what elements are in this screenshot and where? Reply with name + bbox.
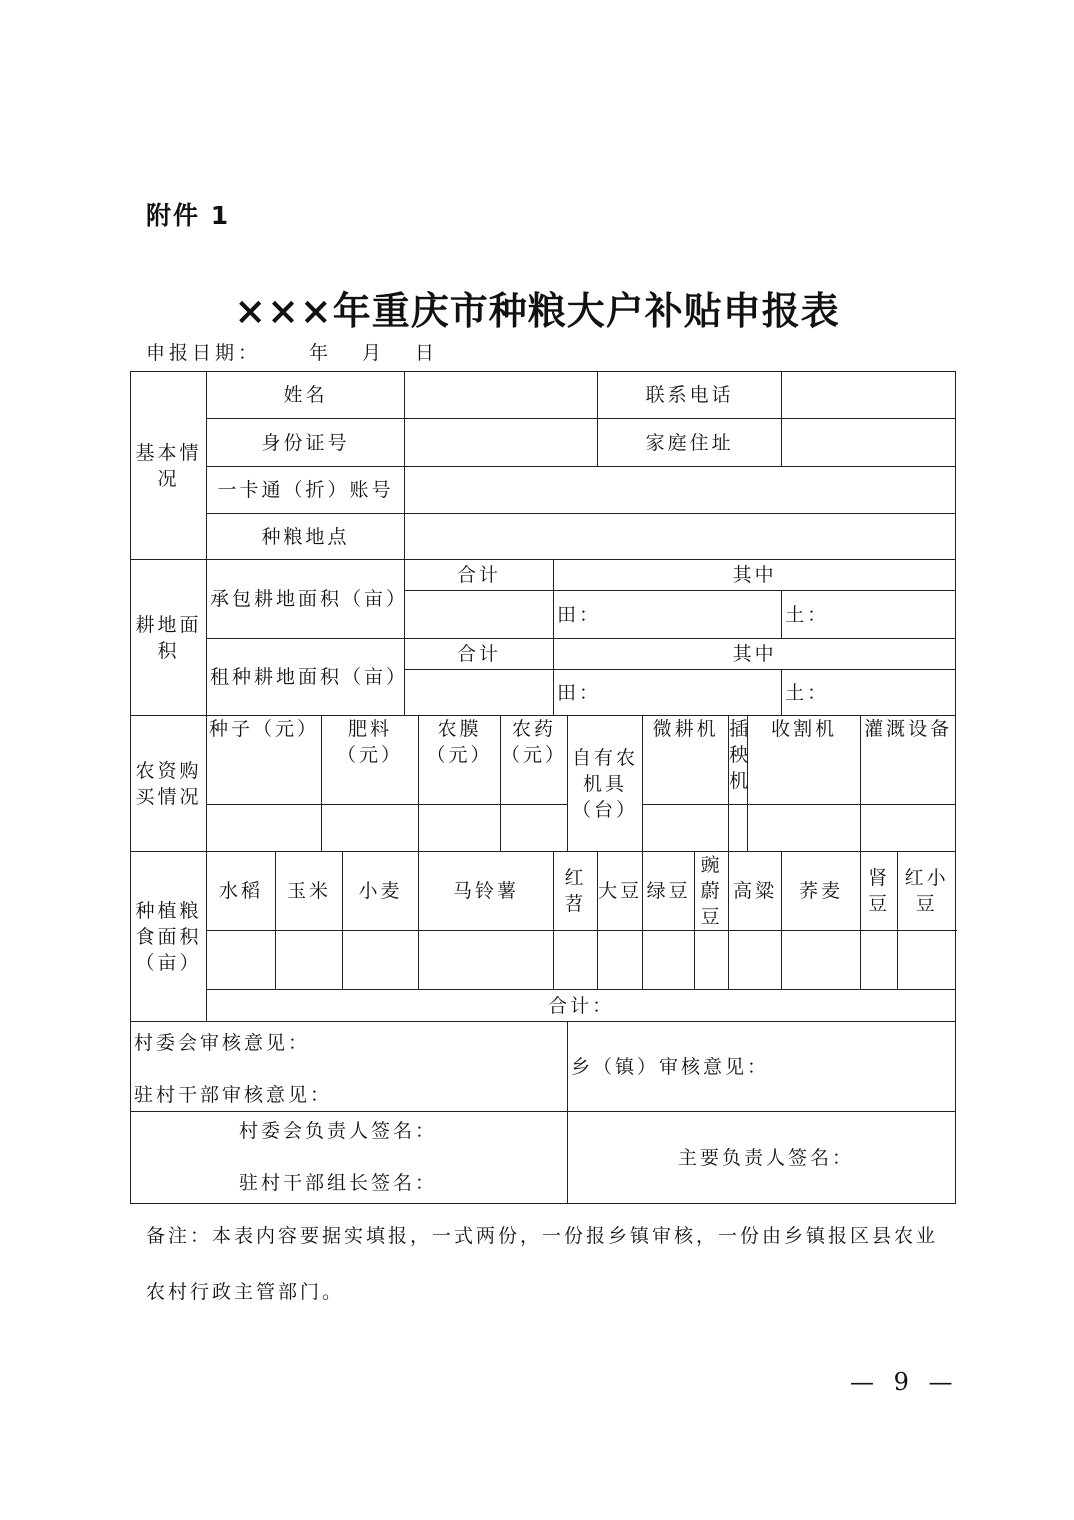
crop-area-field[interactable] <box>643 931 695 990</box>
own-machine-label: 自有农机具（台） <box>568 716 643 852</box>
contract-soil-area[interactable]: 土： <box>782 591 956 639</box>
application-date <box>146 338 438 365</box>
irrigation-label: 灌溉设备 <box>861 716 956 805</box>
cadre-review-label: 驻村干部审核意见： <box>134 1084 333 1106</box>
tiller-field[interactable] <box>643 805 729 852</box>
name-label: 姓名 <box>207 372 405 419</box>
account-label: 一卡通（折）账号 <box>207 467 405 514</box>
id-number-label: 身份证号 <box>207 419 405 467</box>
harvester-field[interactable] <box>748 805 861 852</box>
address-field[interactable] <box>782 419 956 467</box>
crop-label: 红苕 <box>554 852 598 931</box>
date-year: 年 <box>309 342 333 364</box>
pesticide-label: 农药（元） <box>501 716 568 805</box>
supplies-section-label: 农资购买情况 <box>131 716 207 852</box>
crop-area-field[interactable] <box>554 931 598 990</box>
crop-area-field[interactable] <box>207 931 276 990</box>
crop-area-field[interactable] <box>598 931 643 990</box>
tiller-label: 微耕机 <box>643 716 729 805</box>
remarks <box>146 1208 946 1320</box>
crop-label: 肾豆 <box>861 852 898 931</box>
address-label: 家庭住址 <box>598 419 782 467</box>
contract-of-which-label: 其中 <box>554 560 956 591</box>
crop-area-field[interactable] <box>898 931 956 990</box>
crop-label: 水稻 <box>207 852 276 931</box>
crop-area-field[interactable] <box>729 931 782 990</box>
remarks-line-1: 备注：本表内容要据实填报，一式两份，一份报乡镇审核，一份由乡镇报区县农业 <box>146 1225 939 1247</box>
cadre-leader-signature-label: 驻村干部组长签名： <box>239 1172 438 1194</box>
date-day: 日 <box>415 342 439 364</box>
crop-area-field[interactable] <box>276 931 343 990</box>
crop-area-field[interactable] <box>343 931 419 990</box>
transplanter-label: 插秧机 <box>729 716 748 805</box>
date-label: 申报日期： <box>146 342 262 364</box>
land-section-label: 耕地面积 <box>131 560 207 716</box>
page-number: — 9 — <box>850 1368 959 1396</box>
crop-label: 荞麦 <box>782 852 861 931</box>
basic-section-label: 基本情况 <box>131 372 207 560</box>
crop-label: 马铃薯 <box>419 852 554 931</box>
rent-total-field[interactable] <box>405 670 554 716</box>
pesticide-field[interactable] <box>501 805 568 852</box>
rent-total-label: 合计 <box>405 639 554 670</box>
village-head-signature-label: 村委会负责人签名： <box>239 1120 438 1142</box>
village-signature-cell[interactable] <box>131 1112 568 1204</box>
contract-total-label: 合计 <box>405 560 554 591</box>
crop-label: 绿豆 <box>643 852 695 931</box>
crop-label: 豌蔚豆 <box>695 852 729 931</box>
contract-land-label: 承包耕地面积（亩） <box>207 560 405 639</box>
village-review-label: 村委会审核意见： <box>134 1032 311 1054</box>
film-label: 农膜（元） <box>419 716 501 805</box>
contract-total-field[interactable] <box>405 591 554 639</box>
crop-area-field[interactable] <box>861 931 898 990</box>
grain-total[interactable]: 合计： <box>207 990 956 1022</box>
rent-of-which-label: 其中 <box>554 639 956 670</box>
film-field[interactable] <box>419 805 501 852</box>
location-field[interactable] <box>405 514 956 560</box>
location-label: 种粮地点 <box>207 514 405 560</box>
phone-label: 联系电话 <box>598 372 782 419</box>
rent-field-area[interactable]: 田： <box>554 670 782 716</box>
name-field[interactable] <box>405 372 598 419</box>
remarks-line-2: 农村行政主管部门。 <box>146 1281 345 1303</box>
irrigation-field[interactable] <box>861 805 956 852</box>
fertilizer-label: 肥料（元） <box>322 716 419 805</box>
phone-field[interactable] <box>782 372 956 419</box>
rent-land-label: 租种耕地面积（亩） <box>207 639 405 716</box>
township-review-label[interactable]: 乡（镇）审核意见： <box>568 1022 956 1112</box>
crop-area-field[interactable] <box>695 931 729 990</box>
crop-label: 小麦 <box>343 852 419 931</box>
review-opinions-cell[interactable] <box>131 1022 568 1112</box>
seed-label: 种子（元） <box>207 716 322 805</box>
date-month: 月 <box>362 342 386 364</box>
id-number-field[interactable] <box>405 419 598 467</box>
attachment-label: 附件 1 <box>146 201 231 230</box>
grain-section-label: 种植粮食面积（亩） <box>131 852 207 1022</box>
main-head-signature-label[interactable]: 主要负责人签名： <box>568 1112 956 1204</box>
crop-label: 红小豆 <box>898 852 956 931</box>
crop-label: 高粱 <box>729 852 782 931</box>
seed-field[interactable] <box>207 805 322 852</box>
contract-field-area[interactable]: 田： <box>554 591 782 639</box>
transplanter-field[interactable] <box>729 805 748 852</box>
crop-area-field[interactable] <box>782 931 861 990</box>
fertilizer-field[interactable] <box>322 805 419 852</box>
account-field[interactable] <box>405 467 956 514</box>
form-title: ×××年重庆市种粮大户补贴申报表 <box>234 288 840 333</box>
subsidy-application-table <box>130 371 956 1204</box>
crop-area-field[interactable] <box>419 931 554 990</box>
harvester-label: 收割机 <box>748 716 861 805</box>
crop-label: 玉米 <box>276 852 343 931</box>
rent-soil-area[interactable]: 土： <box>782 670 956 716</box>
crop-label: 大豆 <box>598 852 643 931</box>
